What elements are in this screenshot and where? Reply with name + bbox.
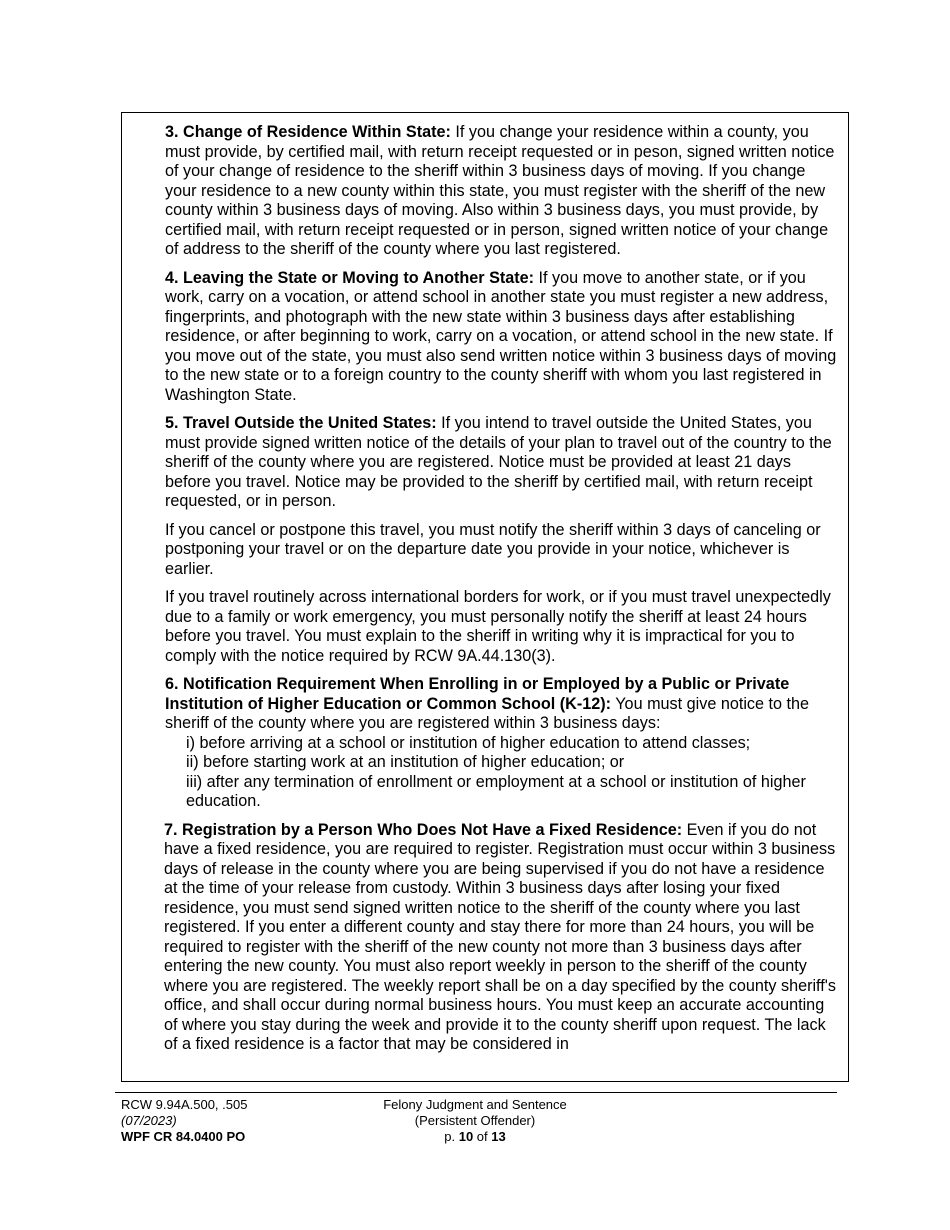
section-3 [165,123,841,260]
page-current: 10 [458,1129,474,1144]
section-5-routine-travel-paragraph: If you travel routinely across international borders for work, or if you must travel unexpectedly due to a family or work emergency, you must personally notify the sheriff at least 24 hours before you travel. You must explain to the sheriff in writing why it is impractical for you to comply with the notice required by RCW 9A.44.130(3). [165,588,831,665]
section-6 [165,675,841,734]
section-7 [164,821,841,1055]
section-6-text: You must give notice to the sheriff of the county where you are registered within 3 business days: [165,694,810,732]
section-4 [165,269,841,406]
section-7-heading: 7. Registration by a Person Who Does Not Have a Fixed Residence: [164,820,683,839]
footer-title: Felony Judgment and Sentence [383,1097,567,1112]
list-item: iii) after any termination of enrollment or employment at a school or institution of higher education. [186,772,806,810]
list-item: ii) before starting work at an institution of higher education; or [186,753,625,771]
section-3-heading: 3. Change of Residence Within State: [165,123,451,141]
page-prefix: p. [444,1129,459,1144]
section-5-cancel-paragraph: If you cancel or postpone this travel, you must notify the sheriff within 3 days of canceling or postponing your travel or on the departure date you provide in your notice, whichever is earlier. [165,520,821,578]
section-6-list [165,734,841,812]
page-total: 13 [491,1129,506,1144]
footer-left-block [121,1097,247,1145]
footer-divider [115,1092,837,1093]
footer-date: (07/2023) [121,1113,177,1128]
footer-page-number [375,1129,575,1145]
document-body [165,123,841,1064]
document-content-box [121,112,849,1082]
footer-form-id: WPF CR 84.0400 PO [121,1129,246,1144]
section-5 [165,414,841,512]
section-7-text: Even if you do not have a fixed residence, you are required to register. Registration must occur within 3 business days of release in the county where you are being supervised if you do not have a residence at the time of your release from custody. Within 3 business days after losing your fixed residence, you must send signed written notice to the sheriff of the county where you last registered. If you enter a different county and stay there for more than 24 hours, you will be required to register with the sheriff of the new county not more than 3 business days after entering the new county. You must also report weekly in person to the sheriff of the county where you are registered. The weekly report shall be on a day specified by the county sheriff's office, and shall occur during normal business hours. You must keep an accurate accounting of where you stay during the week and provide it to the county sheriff upon request. The lack of a fixed residence is a factor that may be considered in [164,820,836,1053]
footer-center-block [375,1097,575,1145]
section-5-heading: 5. Travel Outside the United States: [165,414,437,432]
list-item: i) before arriving at a school or institution of higher education to attend classes; [186,733,751,752]
section-4-heading: 4. Leaving the State or Moving to Another State: [165,268,535,287]
footer-rcw: RCW 9.94A.500, .505 [121,1097,248,1112]
section-4-text: If you move to another state, or if you work, carry on a vocation, or attend school in another state you must register a new address, fingerprints, and photograph with the new state within 3 business days after establishing residence, or after beginning to work, carry on a vocation, or attend school in the new state. If you move out of the state, you must also send written notice within 3 business days of moving to the new state or to a foreign country to the county sheriff with whom you last registered in Washington State. [165,268,837,404]
page-of: of [473,1129,492,1144]
section-3-text: If you change your residence within a county, you must provide, by certified mail, with return receipt requested or in peson, signed written notice of your change of residence to the sheriff within 3 business days of moving. If you change your residence to a new county within this state, you must register with the sheriff of the new county within 3 business days of moving. Also within 3 business days, you must provide, by certified mail, with return receipt requested or in person, signed written notice of your change of address to the sheriff of the county where you last registered. [165,123,835,258]
footer-subtitle: (Persistent Offender) [414,1113,536,1128]
section-5-text: If you intend to travel outside the United States, you must provide signed written notice of the details of your plan to travel out of the country to the sheriff of the county where you are registered. Notice must be provided at least 21 days before you travel. Notice may be provided to the sheriff by certified mail, with return receipt requested, or in person. [165,414,832,510]
section-6-heading: 6. Notification Requirement When Enrolling in or Employed by a Public or Private Institution of Higher Education or Common School (K-12): [165,675,790,713]
